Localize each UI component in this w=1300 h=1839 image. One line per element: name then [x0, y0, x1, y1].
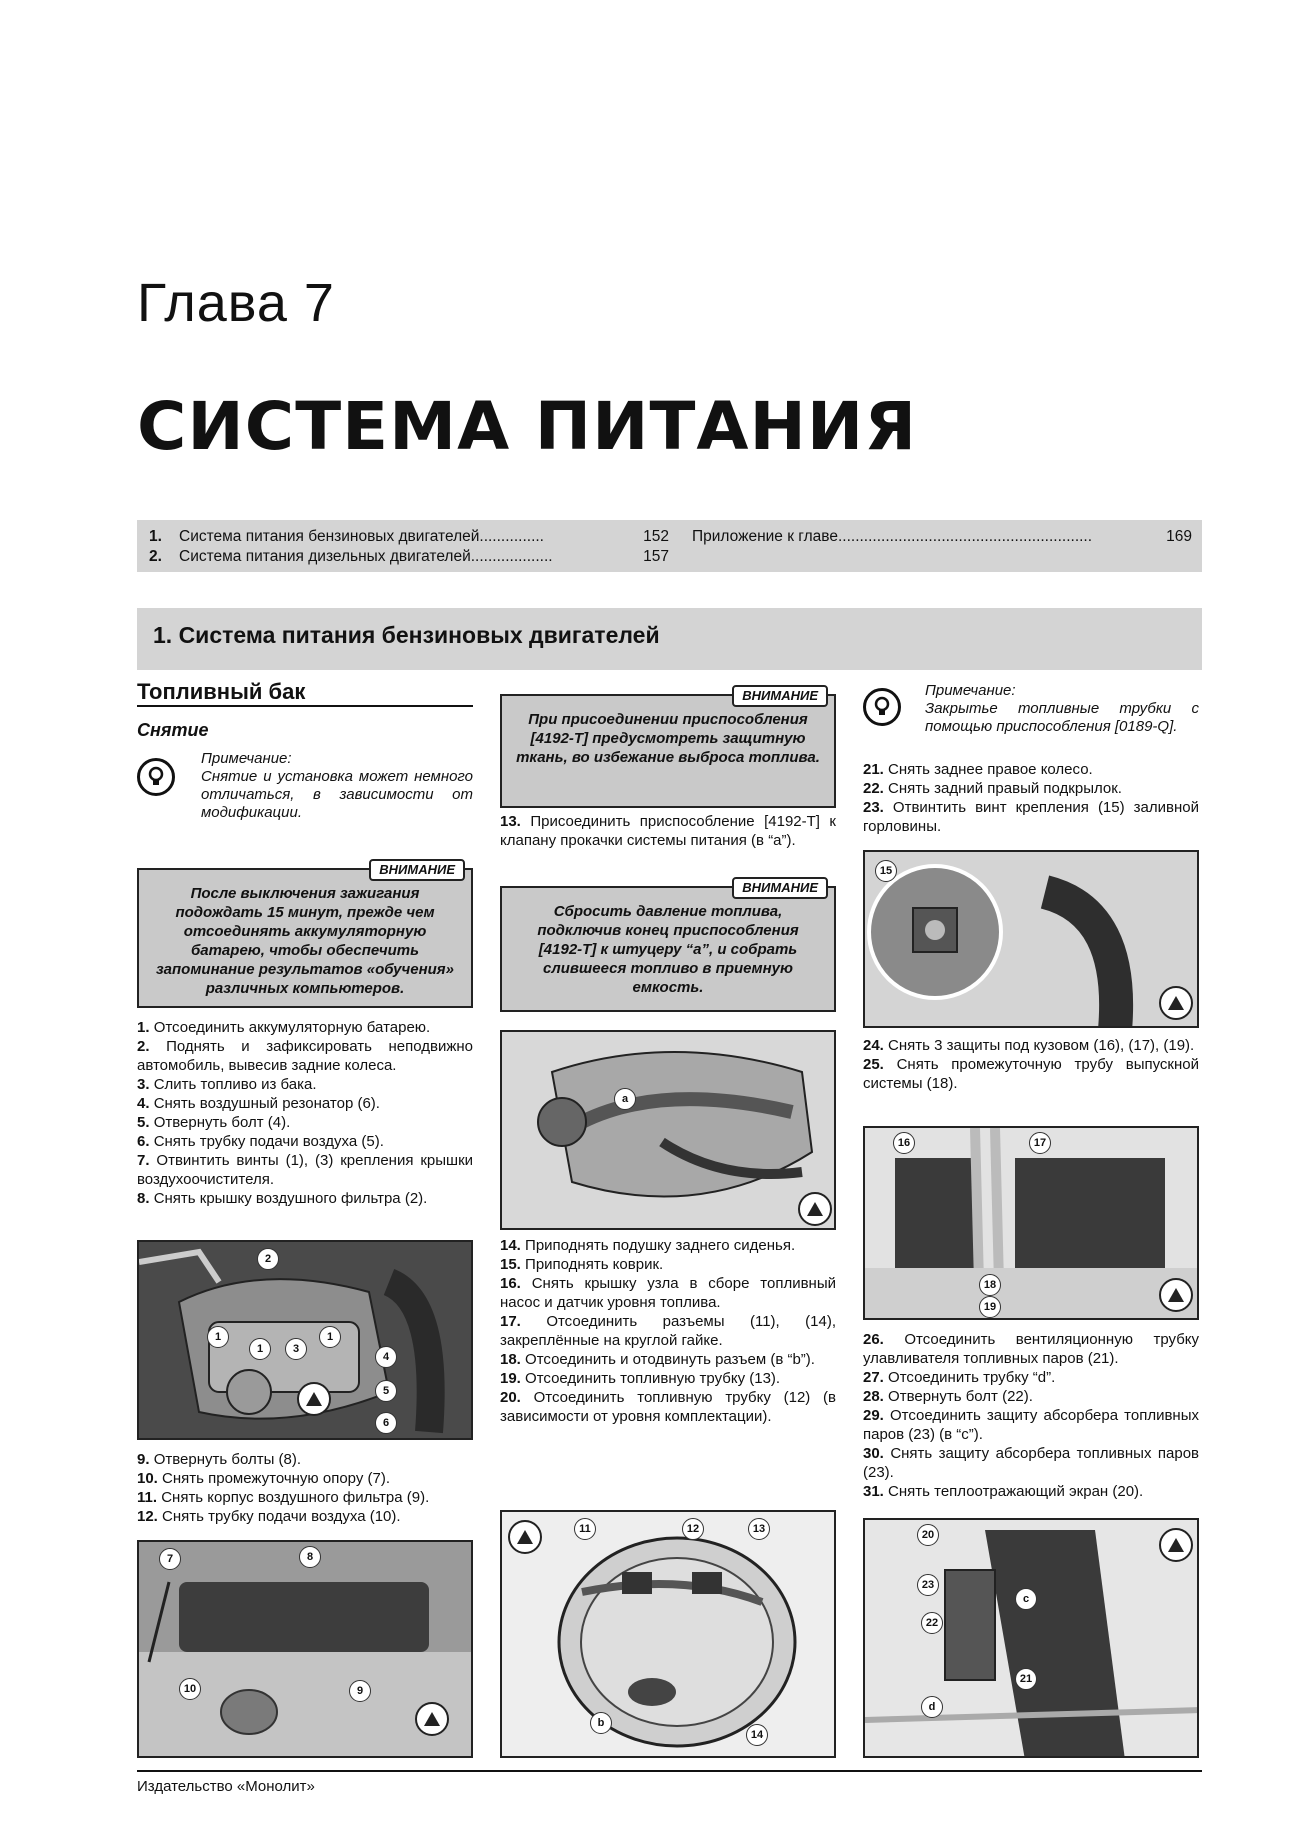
section-title: 1. Система питания бензиновых двигателей — [153, 622, 660, 648]
toc-item[interactable]: 1. Система питания бензиновых двигателей ............... 152 — [149, 528, 669, 545]
list-item: 22. Снять задний правый подкрылок. — [863, 780, 1122, 797]
steps-list — [863, 1330, 1199, 1501]
callout: 6 — [375, 1412, 397, 1434]
list-item: 5. Отвернуть болт (4). — [137, 1114, 291, 1131]
lightbulb-icon — [863, 688, 901, 726]
note-label: Примечание: — [925, 682, 1016, 699]
callout: 16 — [893, 1132, 915, 1154]
list-item: 25. Снять промежуточную трубу выпускной системы (18). — [863, 1056, 1200, 1092]
warning-text: После выключения зажигания подождать 15 минут, прежде чем отсоединять аккумуляторную батарею, чтобы обеспечить запоминание результатов «обучения» различных компьютеров. — [156, 885, 454, 997]
list-item: 23. Отвинтить винт крепления (15) заливной горловины. — [863, 799, 1199, 835]
underbody-photo — [863, 1126, 1199, 1320]
column-1 — [137, 679, 473, 821]
list-item: 30. Снять защиту абсорбера топливных паров (23). — [863, 1445, 1200, 1481]
callout: b — [590, 1712, 612, 1734]
callout: 12 — [682, 1518, 704, 1540]
warning-text: При присоединении приспособления [4192-T] предусмотреть защитную ткань, во избежание выброса топлива. — [516, 711, 820, 766]
table-of-contents — [137, 520, 1202, 572]
callout: 1 — [249, 1338, 271, 1360]
callout: 3 — [285, 1338, 307, 1360]
engine-photo-1 — [137, 1240, 473, 1440]
warning-text: Сбросить давление топлива, подключив конец приспособления [4192-T] к штуцеру “а”, и собрать слившееся топливо в приемную емкость. — [537, 903, 799, 996]
callout: 17 — [1029, 1132, 1051, 1154]
callout: 1 — [319, 1326, 341, 1348]
removal-heading: Снятие — [137, 720, 209, 740]
callout: 5 — [375, 1380, 397, 1402]
divider — [137, 705, 473, 707]
list-item: 28. Отвернуть болт (22). — [863, 1388, 1033, 1405]
list-item: 10. Снять промежуточную опору (7). — [137, 1470, 390, 1487]
list-item: 18. Отсоединить и отодвинуть разъем (в “b”). — [500, 1351, 815, 1368]
list-item: 12. Снять трубку подачи воздуха (10). — [137, 1508, 401, 1525]
list-item: 27. Отсоединить трубку “d”. — [863, 1369, 1056, 1386]
warning-tag: ВНИМАНИЕ — [732, 685, 828, 707]
fuel-pump-photo — [500, 1510, 836, 1758]
steps-list — [137, 1018, 473, 1208]
list-item: 26. Отсоединить вентиляционную трубку улавливателя топливных паров (21). — [863, 1331, 1200, 1367]
list-item: 15. Приподнять коврик. — [500, 1256, 664, 1273]
callout: 9 — [349, 1680, 371, 1702]
publisher-footer: Издательство «Монолит» — [137, 1778, 315, 1795]
steps-list — [137, 1450, 473, 1526]
warning-box — [500, 880, 836, 1012]
absorber-photo — [863, 1518, 1199, 1758]
list-item: 21. Снять заднее правое колесо. — [863, 761, 1093, 778]
steps-list — [863, 1036, 1199, 1093]
steps-list — [863, 760, 1199, 836]
publisher-logo-icon — [798, 1192, 832, 1226]
warning-box — [137, 862, 473, 1008]
subheading: Топливный бак — [137, 679, 306, 704]
chapter-title: СИСТЕМА ПИТАНИЯ — [137, 388, 918, 465]
toc-item[interactable]: Приложение к главе ........................................................... 169 — [692, 528, 1192, 545]
publisher-logo-icon — [508, 1520, 542, 1554]
callout: 11 — [574, 1518, 596, 1540]
callout: c — [1015, 1588, 1037, 1610]
publisher-logo-icon — [415, 1702, 449, 1736]
note — [137, 750, 473, 820]
warning-box — [500, 688, 836, 808]
note-label: Примечание: — [201, 750, 292, 767]
toc-item[interactable]: 2. Система питания дизельных двигателей ................... 157 — [149, 548, 669, 565]
list-item: 8. Снять крышку воздушного фильтра (2). — [137, 1190, 428, 1207]
warning-tag: ВНИМАНИЕ — [732, 877, 828, 899]
list-item: 24. Снять 3 защиты под кузовом (16), (17), (19). — [863, 1037, 1195, 1054]
list-item: 13. Присоединить приспособление [4192-T] к клапану прокачки системы питания (в “а”). — [500, 813, 836, 849]
list-item: 1. Отсоединить аккумуляторную батарею. — [137, 1019, 431, 1036]
callout: 13 — [748, 1518, 770, 1540]
list-item: 3. Слить топливо из бака. — [137, 1076, 317, 1093]
callout: 21 — [1015, 1668, 1037, 1690]
callout: 15 — [875, 860, 897, 882]
warning-tag: ВНИМАНИЕ — [369, 859, 465, 881]
publisher-logo-icon — [297, 1382, 331, 1416]
callout: a — [614, 1088, 636, 1110]
list-item: 17. Отсоединить разъемы (11), (14), закреплённые на круглой гайке. — [500, 1313, 836, 1349]
engine-photo-2 — [137, 1540, 473, 1758]
callout: 4 — [375, 1346, 397, 1368]
list-item: 20. Отсоединить топливную трубку (12) (в зависимости от уровня комплектации). — [500, 1389, 837, 1425]
list-item: 9. Отвернуть болты (8). — [137, 1451, 302, 1468]
callout: 8 — [299, 1546, 321, 1568]
filler-neck-photo — [863, 850, 1199, 1028]
callout: 22 — [921, 1612, 943, 1634]
list-item: 7. Отвинтить винты (1), (3) крепления крышки воздухоочистителя. — [137, 1152, 474, 1188]
callout: 7 — [159, 1548, 181, 1570]
callout: 14 — [746, 1724, 768, 1746]
note-text: Снятие и установка может немного отличаться, в зависимости от модификации. — [201, 768, 473, 821]
publisher-logo-icon — [1159, 1528, 1193, 1562]
callout: 18 — [979, 1274, 1001, 1296]
callout: 10 — [179, 1678, 201, 1700]
list-item: 19. Отсоединить топливную трубку (13). — [500, 1370, 781, 1387]
list-item: 29. Отсоединить защиту абсорбера топливных паров (23) (в “c”). — [863, 1407, 1199, 1443]
publisher-logo-icon — [1159, 986, 1193, 1020]
list-item: 2. Поднять и зафиксировать неподвижно автомобиль, вывесив задние колеса. — [137, 1038, 473, 1074]
list-item: 11. Снять корпус воздушного фильтра (9). — [137, 1489, 430, 1506]
engine-photo-3 — [500, 1030, 836, 1230]
list-item: 14. Приподнять подушку заднего сиденья. — [500, 1237, 796, 1254]
callout: 23 — [917, 1574, 939, 1596]
chapter-number: Глава 7 — [137, 273, 335, 333]
note — [863, 682, 1199, 752]
note-text: Закрытье топливные трубки с помощью приспособления [0189-Q]. — [925, 700, 1199, 735]
list-item: 16. Снять крышку узла в сборе топливный насос и датчик уровня топлива. — [500, 1275, 836, 1311]
callout: 1 — [207, 1326, 229, 1348]
section-header — [137, 608, 1202, 670]
lightbulb-icon — [137, 758, 175, 796]
footer-divider — [137, 1770, 1202, 1772]
callout: d — [921, 1696, 943, 1718]
callout: 19 — [979, 1296, 1001, 1318]
list-item: 31. Снять теплоотражающий экран (20). — [863, 1483, 1144, 1500]
callout: 20 — [917, 1524, 939, 1546]
list-item: 4. Снять воздушный резонатор (6). — [137, 1095, 380, 1112]
steps-list — [500, 1236, 836, 1426]
list-item: 6. Снять трубку подачи воздуха (5). — [137, 1133, 384, 1150]
steps-list — [500, 812, 836, 850]
publisher-logo-icon — [1159, 1278, 1193, 1312]
callout: 2 — [257, 1248, 279, 1270]
